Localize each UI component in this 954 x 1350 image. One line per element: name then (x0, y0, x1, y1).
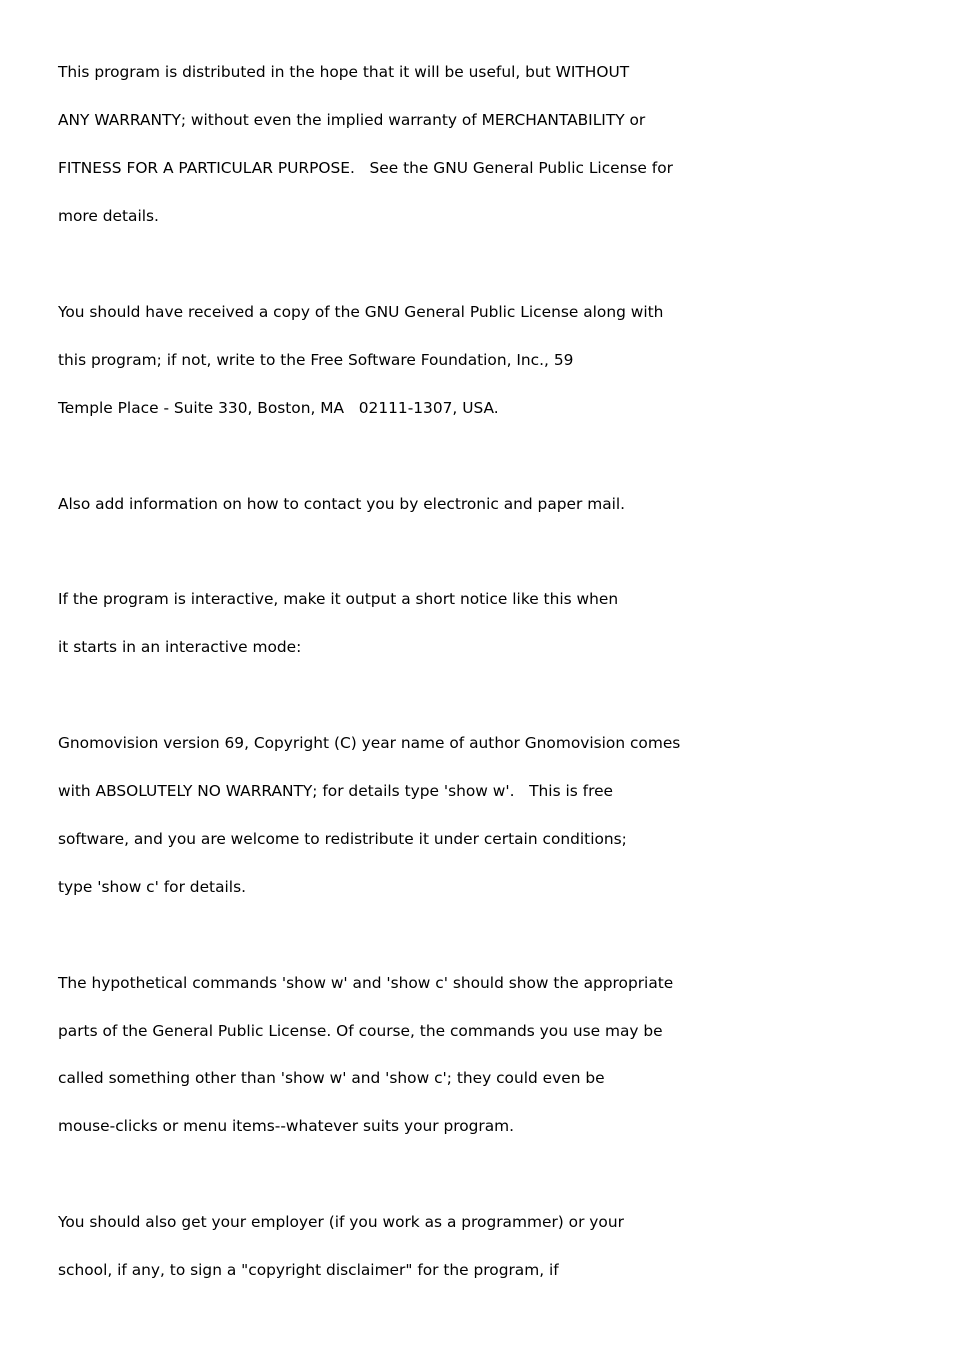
text-line: You should also get your employer (if you work as a programmer) or your (58, 1213, 624, 1231)
text-line: this program; if not, write to the Free Software Foundation, Inc., 59 (58, 351, 574, 369)
text-line: FITNESS FOR A PARTICULAR PURPOSE. See the GNU General Public License for (58, 159, 673, 177)
text-line: school, if any, to sign a "copyright disclaimer" for the program, if (58, 1261, 559, 1279)
text-line: You should have received a copy of the GNU General Public License along with (58, 303, 664, 321)
text-line: This program is distributed in the hope that it will be useful, but WITHOUT (58, 63, 630, 81)
text-line: called something other than 'show w' and 'show c'; they could even be (58, 1069, 605, 1087)
text-line: with ABSOLUTELY NO WARRANTY; for details type 'show w'. This is free (58, 782, 614, 800)
text-line: Temple Place - Suite 330, Boston, MA 02111-1307, USA. (58, 399, 499, 417)
text-line: Gnomovision version 69, Copyright (C) year name of author Gnomovision comes (58, 734, 681, 752)
text-line: ANY WARRANTY; without even the implied warranty of MERCHANTABILITY or (58, 111, 646, 129)
text-line: software, and you are welcome to redistribute it under certain conditions; (58, 830, 627, 848)
text-line: mouse-clicks or menu items--whatever suits your program. (58, 1117, 515, 1135)
text-line: parts of the General Public License. Of course, the commands you use may be (58, 1022, 663, 1040)
text-line: more details. (58, 207, 159, 225)
text-line: it starts in an interactive mode: (58, 638, 302, 656)
text-line: type 'show c' for details. (58, 878, 246, 896)
text-line: The hypothetical commands 'show w' and 'show c' should show the appropriate (58, 974, 674, 992)
text-line: If the program is interactive, make it output a short notice like this when (58, 590, 619, 608)
text-line: Also add information on how to contact you by electronic and paper mail. (58, 495, 626, 513)
